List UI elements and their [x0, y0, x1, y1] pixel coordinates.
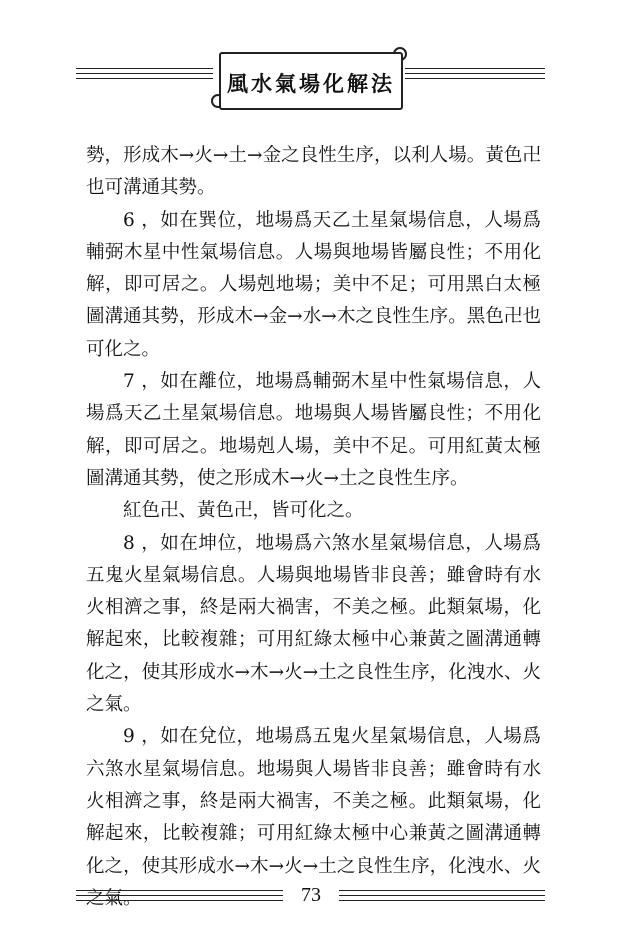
- paragraph-item-9: 9 ，如在兌位，地場爲五鬼火星氣場信息，人場爲六煞水星氣場信息。地場與人場皆非良善；雖會時有水火相濟之事，終是兩大禍害，不美之極。此類氣場，化解起來，比較複雜；可用紅綠太極中心兼黃之圖溝通轉化之，使其形成水→木→火→土之良性生序，化洩水、火之氣。: [86, 726, 541, 909]
- paragraph-item-7: 7 ，如在離位，地場爲輔弼木星中性氣場信息，人場爲天乙土星氣場信息。地場與人場皆屬良性；不用化解，即可居之。地場剋人場，美中不足。可用紅黃太極圖溝通其勢，使之形成木→火→土之良性生序。: [86, 371, 541, 489]
- scroll-frame: [219, 52, 403, 110]
- page-header-title: 風水氣場化解法: [227, 72, 395, 96]
- paragraph-item-6: 6 ，如在巽位，地場爲天乙土星氣場信息，人場爲輔弼木星中性氣場信息。人場與地場皆屬良性；不用化解，即可居之。人場剋地場；美中不足；可用黑白太極圖溝通其勢，形成木→金→水→木之良性生序。黑色卍也可化之。: [86, 209, 541, 360]
- page-number: 73: [301, 884, 321, 906]
- paragraph-note: 紅色卍、黃色卍，皆可化之。: [123, 500, 364, 522]
- paragraph-item-8: 8 ，如在坤位，地場爲六煞水星氣場信息，人場爲五鬼火星氣場信息。人場與地場皆非良善；雖會時有水火相濟之事，終是兩大禍害，不美之極。此類氣場，化解起來，比較複雜；可用紅綠太極中心兼黃之圖溝通轉化之，使其形成水→木→火→土之良性生序，化洩水、火之氣。: [86, 532, 541, 716]
- header-scroll-banner: [211, 50, 407, 108]
- paragraph-continuation: 勢，形成木→火→土→金之良性生序，以利人場。黃色卍也可溝通其勢。: [86, 145, 541, 199]
- page-body: [86, 140, 541, 915]
